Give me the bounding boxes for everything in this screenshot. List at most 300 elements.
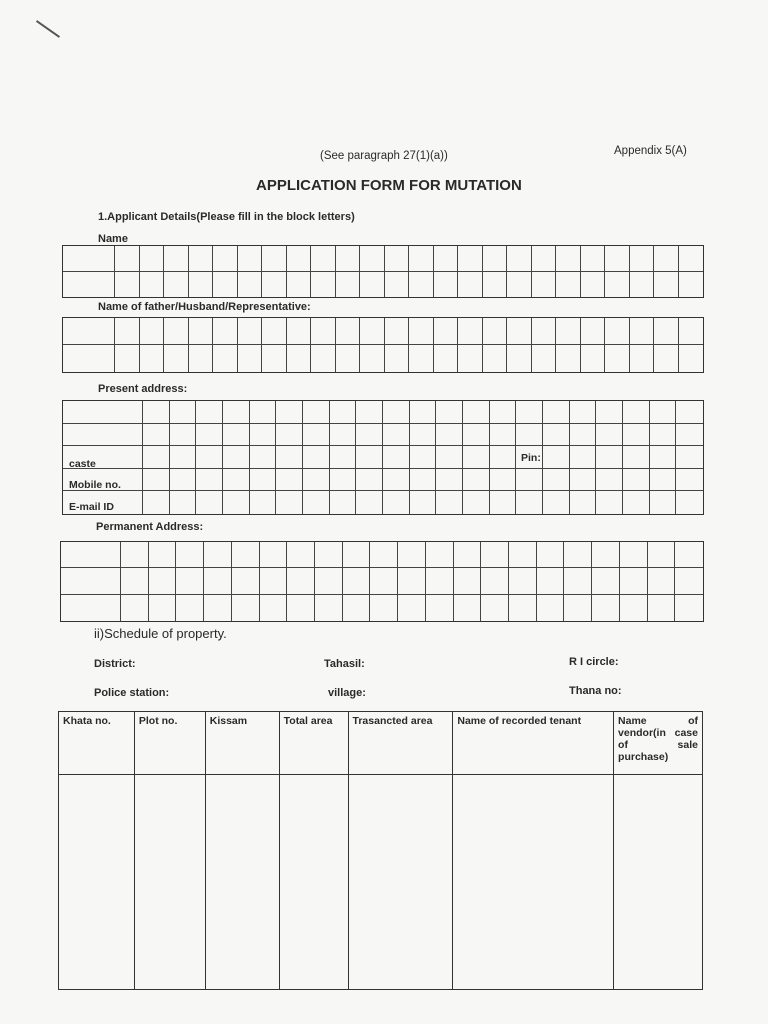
letter-box[interactable] <box>458 246 483 272</box>
letter-box[interactable] <box>675 542 703 568</box>
letter-box[interactable] <box>385 246 410 272</box>
letter-box[interactable] <box>232 542 260 568</box>
col-vendor-name: Name of vendor(in case of sale purchase) <box>614 712 703 775</box>
letter-box[interactable] <box>164 272 189 298</box>
letter-box[interactable] <box>481 595 509 621</box>
thana-no-label: Thana no: <box>569 685 622 697</box>
letter-box[interactable] <box>170 401 197 424</box>
letter-box[interactable] <box>149 542 177 568</box>
letter-box[interactable] <box>170 491 197 514</box>
letter-box[interactable] <box>356 446 383 469</box>
permanent-address-label: Permanent Address: <box>96 521 204 533</box>
letter-box[interactable] <box>623 424 650 447</box>
letter-box[interactable] <box>143 446 170 469</box>
letter-box[interactable] <box>463 469 490 492</box>
letter-box[interactable] <box>516 401 543 424</box>
letter-box[interactable] <box>204 595 232 621</box>
letter-box[interactable] <box>564 542 592 568</box>
letter-box[interactable] <box>303 446 330 469</box>
letter-box[interactable] <box>605 246 630 272</box>
letter-box[interactable] <box>623 491 650 514</box>
letter-box[interactable] <box>204 568 232 594</box>
letter-box[interactable] <box>570 446 597 469</box>
letter-box[interactable] <box>630 345 655 372</box>
letter-box[interactable] <box>620 568 648 594</box>
letter-box[interactable] <box>532 345 557 372</box>
khata-no-cell[interactable] <box>59 775 135 990</box>
letter-box[interactable] <box>315 595 343 621</box>
grid-label-cell <box>61 568 121 594</box>
letter-box[interactable] <box>189 345 214 372</box>
letter-box[interactable] <box>410 401 437 424</box>
ri-circle-label: R I circle: <box>569 656 619 668</box>
letter-box[interactable] <box>238 318 263 345</box>
letter-box[interactable] <box>436 491 463 514</box>
letter-box[interactable] <box>383 401 410 424</box>
letter-box[interactable] <box>385 318 410 345</box>
letter-box[interactable] <box>262 345 287 372</box>
letter-box[interactable] <box>303 424 330 447</box>
letter-box[interactable] <box>426 595 454 621</box>
letter-box[interactable] <box>336 345 361 372</box>
letter-box[interactable] <box>360 272 385 298</box>
letter-box[interactable] <box>676 469 703 492</box>
letter-box[interactable] <box>287 542 315 568</box>
district-label: District: <box>94 658 136 670</box>
letter-box[interactable] <box>385 272 410 298</box>
letter-box[interactable] <box>164 318 189 345</box>
letter-box[interactable] <box>654 345 679 372</box>
letter-box[interactable] <box>581 272 606 298</box>
letter-box[interactable] <box>121 542 149 568</box>
letter-box[interactable] <box>189 272 214 298</box>
letter-box[interactable] <box>556 318 581 345</box>
recorded-tenant-cell[interactable] <box>453 775 614 990</box>
letter-box[interactable] <box>596 469 623 492</box>
letter-box[interactable] <box>458 345 483 372</box>
letter-box[interactable] <box>115 345 140 372</box>
letter-box[interactable] <box>564 568 592 594</box>
letter-box[interactable] <box>287 272 312 298</box>
letter-box[interactable] <box>592 595 620 621</box>
letter-box[interactable] <box>605 272 630 298</box>
letter-box[interactable] <box>176 568 204 594</box>
kissam-cell[interactable] <box>205 775 279 990</box>
letter-box[interactable] <box>426 542 454 568</box>
letter-box[interactable] <box>409 272 434 298</box>
letter-box[interactable] <box>679 246 704 272</box>
letter-box[interactable] <box>434 272 459 298</box>
letter-box[interactable] <box>370 568 398 594</box>
letter-box[interactable] <box>463 446 490 469</box>
letter-box[interactable] <box>532 318 557 345</box>
letter-box[interactable] <box>556 345 581 372</box>
letter-box[interactable] <box>330 424 357 447</box>
letter-box[interactable] <box>410 446 437 469</box>
letter-box[interactable] <box>458 318 483 345</box>
letter-box[interactable] <box>115 246 140 272</box>
letter-box[interactable] <box>458 272 483 298</box>
letter-box[interactable] <box>315 568 343 594</box>
letter-box[interactable] <box>250 424 277 447</box>
letter-box[interactable] <box>223 491 250 514</box>
letter-box[interactable] <box>537 542 565 568</box>
letter-box[interactable] <box>143 491 170 514</box>
letter-box[interactable] <box>250 446 277 469</box>
col-transacted-area: Trasancted area <box>348 712 453 775</box>
letter-box[interactable] <box>115 272 140 298</box>
letter-box[interactable] <box>630 318 655 345</box>
letter-box[interactable] <box>223 424 250 447</box>
letter-box[interactable] <box>483 318 508 345</box>
permanent-address-block-grid[interactable] <box>60 541 704 622</box>
letter-box[interactable] <box>463 401 490 424</box>
letter-box[interactable] <box>196 469 223 492</box>
letter-box[interactable] <box>232 595 260 621</box>
letter-box[interactable] <box>360 246 385 272</box>
letter-box[interactable] <box>507 345 532 372</box>
letter-box[interactable] <box>532 272 557 298</box>
letter-box[interactable] <box>650 446 677 469</box>
letter-box[interactable] <box>287 246 312 272</box>
letter-box[interactable] <box>592 542 620 568</box>
letter-box[interactable] <box>454 568 482 594</box>
letter-box[interactable] <box>276 424 303 447</box>
plot-no-cell[interactable] <box>134 775 205 990</box>
letter-box[interactable] <box>570 469 597 492</box>
letter-box[interactable] <box>149 595 177 621</box>
letter-box[interactable] <box>262 272 287 298</box>
letter-box[interactable] <box>675 595 703 621</box>
letter-box[interactable] <box>336 246 361 272</box>
letter-box[interactable] <box>676 446 703 469</box>
letter-box[interactable] <box>360 345 385 372</box>
letter-box[interactable] <box>287 595 315 621</box>
grid-label-cell <box>63 345 115 372</box>
letter-box[interactable] <box>176 595 204 621</box>
letter-box[interactable] <box>490 446 517 469</box>
letter-box[interactable] <box>303 491 330 514</box>
letter-box[interactable] <box>605 345 630 372</box>
letter-box[interactable] <box>330 491 357 514</box>
letter-box[interactable] <box>650 491 677 514</box>
letter-box[interactable] <box>140 318 165 345</box>
letter-box[interactable] <box>250 401 277 424</box>
letter-box[interactable] <box>581 246 606 272</box>
letter-box[interactable] <box>596 401 623 424</box>
letter-box[interactable] <box>410 469 437 492</box>
letter-box[interactable] <box>654 272 679 298</box>
letter-box[interactable] <box>543 401 570 424</box>
letter-box[interactable] <box>676 424 703 447</box>
mobile-label: Mobile no. <box>69 479 121 491</box>
letter-box[interactable] <box>648 595 676 621</box>
letter-box[interactable] <box>570 491 597 514</box>
grid-label-cell <box>63 318 115 345</box>
grid-label-cell <box>61 542 121 568</box>
letter-box[interactable] <box>238 272 263 298</box>
letter-box[interactable] <box>336 318 361 345</box>
letter-box[interactable] <box>276 401 303 424</box>
letter-box[interactable] <box>490 469 517 492</box>
letter-box[interactable] <box>336 272 361 298</box>
letter-box[interactable] <box>650 401 677 424</box>
letter-box[interactable] <box>262 246 287 272</box>
letter-box[interactable] <box>303 401 330 424</box>
letter-box[interactable] <box>360 318 385 345</box>
letter-box[interactable] <box>543 469 570 492</box>
letter-box[interactable] <box>311 345 336 372</box>
letter-box[interactable] <box>287 345 312 372</box>
letter-box[interactable] <box>490 401 517 424</box>
letter-box[interactable] <box>507 318 532 345</box>
letter-box[interactable] <box>581 345 606 372</box>
property-schedule-heading: ii)Schedule of property. <box>94 626 227 641</box>
name-block-grid[interactable] <box>62 245 704 298</box>
letter-box[interactable] <box>537 595 565 621</box>
letter-box[interactable] <box>483 272 508 298</box>
letter-box[interactable] <box>434 345 459 372</box>
letter-box[interactable] <box>121 595 149 621</box>
letter-box[interactable] <box>650 424 677 447</box>
letter-box[interactable] <box>463 424 490 447</box>
paragraph-reference: (See paragraph 27(1)(a)) <box>320 150 448 162</box>
letter-box[interactable] <box>356 401 383 424</box>
letter-box[interactable] <box>232 568 260 594</box>
total-area-cell[interactable] <box>279 775 348 990</box>
letter-box[interactable] <box>679 272 704 298</box>
letter-box[interactable] <box>383 424 410 447</box>
letter-box[interactable] <box>196 424 223 447</box>
table-row <box>59 775 703 990</box>
letter-box[interactable] <box>623 446 650 469</box>
letter-box[interactable] <box>170 469 197 492</box>
letter-box[interactable] <box>543 446 570 469</box>
letter-box[interactable] <box>370 542 398 568</box>
letter-box[interactable] <box>481 568 509 594</box>
present-address-block-grid[interactable] <box>62 400 704 515</box>
letter-box[interactable] <box>532 246 557 272</box>
present-address-label: Present address: <box>98 383 188 395</box>
letter-box[interactable] <box>287 568 315 594</box>
letter-box[interactable] <box>238 345 263 372</box>
letter-box[interactable] <box>213 272 238 298</box>
letter-box[interactable] <box>409 345 434 372</box>
letter-box[interactable] <box>343 542 371 568</box>
letter-box[interactable] <box>343 568 371 594</box>
letter-box[interactable] <box>620 542 648 568</box>
letter-box[interactable] <box>679 345 704 372</box>
col-kissam: Kissam <box>205 712 279 775</box>
letter-box[interactable] <box>260 595 288 621</box>
letter-box[interactable] <box>276 469 303 492</box>
letter-box[interactable] <box>436 424 463 447</box>
letter-box[interactable] <box>654 246 679 272</box>
letter-box[interactable] <box>434 246 459 272</box>
letter-box[interactable] <box>543 491 570 514</box>
letter-box[interactable] <box>426 568 454 594</box>
col-khata-no: Khata no. <box>59 712 135 775</box>
letter-box[interactable] <box>140 246 165 272</box>
letter-box[interactable] <box>383 446 410 469</box>
letter-box[interactable] <box>654 318 679 345</box>
letter-box[interactable] <box>260 568 288 594</box>
letter-box[interactable] <box>385 345 410 372</box>
letter-box[interactable] <box>410 424 437 447</box>
letter-box[interactable] <box>679 318 704 345</box>
letter-box[interactable] <box>330 469 357 492</box>
letter-box[interactable] <box>250 491 277 514</box>
applicant-details-heading: 1.Applicant Details(Please fill in the block letters) <box>98 211 355 223</box>
letter-box[interactable] <box>311 272 336 298</box>
letter-box[interactable] <box>490 491 517 514</box>
letter-box[interactable] <box>315 542 343 568</box>
letter-box[interactable] <box>648 542 676 568</box>
letter-box[interactable] <box>189 318 214 345</box>
letter-box[interactable] <box>481 542 509 568</box>
letter-box[interactable] <box>223 469 250 492</box>
staple-mark <box>36 20 60 38</box>
letter-box[interactable] <box>176 542 204 568</box>
letter-box[interactable] <box>287 318 312 345</box>
form-title: APPLICATION FORM FOR MUTATION <box>256 177 522 194</box>
letter-box[interactable] <box>434 318 459 345</box>
letter-box[interactable] <box>356 424 383 447</box>
letter-box[interactable] <box>509 595 537 621</box>
letter-box[interactable] <box>556 272 581 298</box>
letter-box[interactable] <box>409 246 434 272</box>
police-station-label: Police station: <box>94 687 170 699</box>
letter-box[interactable] <box>454 542 482 568</box>
letter-box[interactable] <box>140 272 165 298</box>
letter-box[interactable] <box>170 424 197 447</box>
letter-box[interactable] <box>436 446 463 469</box>
letter-box[interactable] <box>213 318 238 345</box>
letter-box[interactable] <box>213 345 238 372</box>
letter-box[interactable] <box>343 595 371 621</box>
letter-box[interactable] <box>398 568 426 594</box>
letter-box[interactable] <box>570 401 597 424</box>
letter-box[interactable] <box>596 446 623 469</box>
letter-box[interactable] <box>170 446 197 469</box>
letter-box[interactable] <box>196 491 223 514</box>
letter-box[interactable] <box>164 246 189 272</box>
letter-box[interactable] <box>410 491 437 514</box>
letter-box[interactable] <box>454 595 482 621</box>
letter-box[interactable] <box>537 568 565 594</box>
letter-box[interactable] <box>196 401 223 424</box>
letter-box[interactable] <box>189 246 214 272</box>
letter-box[interactable] <box>303 469 330 492</box>
letter-box[interactable] <box>398 595 426 621</box>
letter-box[interactable] <box>143 424 170 447</box>
caste-label: caste <box>69 458 96 470</box>
letter-box[interactable] <box>463 491 490 514</box>
letter-box[interactable] <box>581 318 606 345</box>
letter-box[interactable] <box>276 491 303 514</box>
letter-box[interactable] <box>398 542 426 568</box>
letter-box[interactable] <box>149 568 177 594</box>
letter-box[interactable] <box>250 469 277 492</box>
letter-box[interactable] <box>213 246 238 272</box>
letter-box[interactable] <box>223 401 250 424</box>
letter-box[interactable] <box>436 469 463 492</box>
letter-box[interactable] <box>115 318 140 345</box>
letter-box[interactable] <box>509 542 537 568</box>
letter-box[interactable] <box>356 469 383 492</box>
letter-box[interactable] <box>311 246 336 272</box>
email-label: E-mail ID <box>69 501 114 513</box>
vendor-name-cell[interactable] <box>614 775 703 990</box>
letter-box[interactable] <box>330 401 357 424</box>
letter-box[interactable] <box>311 318 336 345</box>
father-name-block-grid[interactable] <box>62 317 704 373</box>
letter-box[interactable] <box>516 469 543 492</box>
letter-box[interactable] <box>556 246 581 272</box>
letter-box[interactable] <box>507 272 532 298</box>
letter-box[interactable] <box>516 491 543 514</box>
letter-box[interactable] <box>509 568 537 594</box>
letter-box[interactable] <box>676 401 703 424</box>
letter-box[interactable] <box>675 568 703 594</box>
letter-box[interactable] <box>483 345 508 372</box>
letter-box[interactable] <box>260 542 288 568</box>
letter-box[interactable] <box>436 401 463 424</box>
letter-box[interactable] <box>483 246 508 272</box>
letter-box[interactable] <box>630 246 655 272</box>
letter-box[interactable] <box>507 246 532 272</box>
letter-box[interactable] <box>356 491 383 514</box>
letter-box[interactable] <box>140 345 165 372</box>
letter-box[interactable] <box>164 345 189 372</box>
letter-box[interactable] <box>143 401 170 424</box>
letter-box[interactable] <box>204 542 232 568</box>
letter-box[interactable] <box>543 424 570 447</box>
letter-box[interactable] <box>409 318 434 345</box>
letter-box[interactable] <box>276 446 303 469</box>
letter-box[interactable] <box>516 424 543 447</box>
letter-box[interactable] <box>596 424 623 447</box>
letter-box[interactable] <box>620 595 648 621</box>
letter-box[interactable] <box>564 595 592 621</box>
letter-box[interactable] <box>650 469 677 492</box>
letter-box[interactable] <box>570 424 597 447</box>
col-plot-no: Plot no. <box>134 712 205 775</box>
letter-box[interactable] <box>196 446 223 469</box>
letter-box[interactable] <box>623 401 650 424</box>
letter-box[interactable] <box>596 491 623 514</box>
letter-box[interactable] <box>592 568 620 594</box>
letter-box[interactable] <box>605 318 630 345</box>
letter-box[interactable] <box>143 469 170 492</box>
letter-box[interactable] <box>330 446 357 469</box>
letter-box[interactable] <box>383 469 410 492</box>
letter-box[interactable] <box>262 318 287 345</box>
letter-box[interactable] <box>121 568 149 594</box>
pin-label: Pin: <box>521 452 541 464</box>
letter-box[interactable] <box>383 491 410 514</box>
letter-box[interactable] <box>490 424 517 447</box>
letter-box[interactable] <box>370 595 398 621</box>
letter-box[interactable] <box>648 568 676 594</box>
transacted-area-cell[interactable] <box>348 775 453 990</box>
tahasil-label: Tahasil: <box>324 658 365 670</box>
letter-box[interactable] <box>630 272 655 298</box>
letter-box[interactable] <box>223 446 250 469</box>
letter-box[interactable] <box>238 246 263 272</box>
letter-box[interactable] <box>676 491 703 514</box>
letter-box[interactable] <box>623 469 650 492</box>
